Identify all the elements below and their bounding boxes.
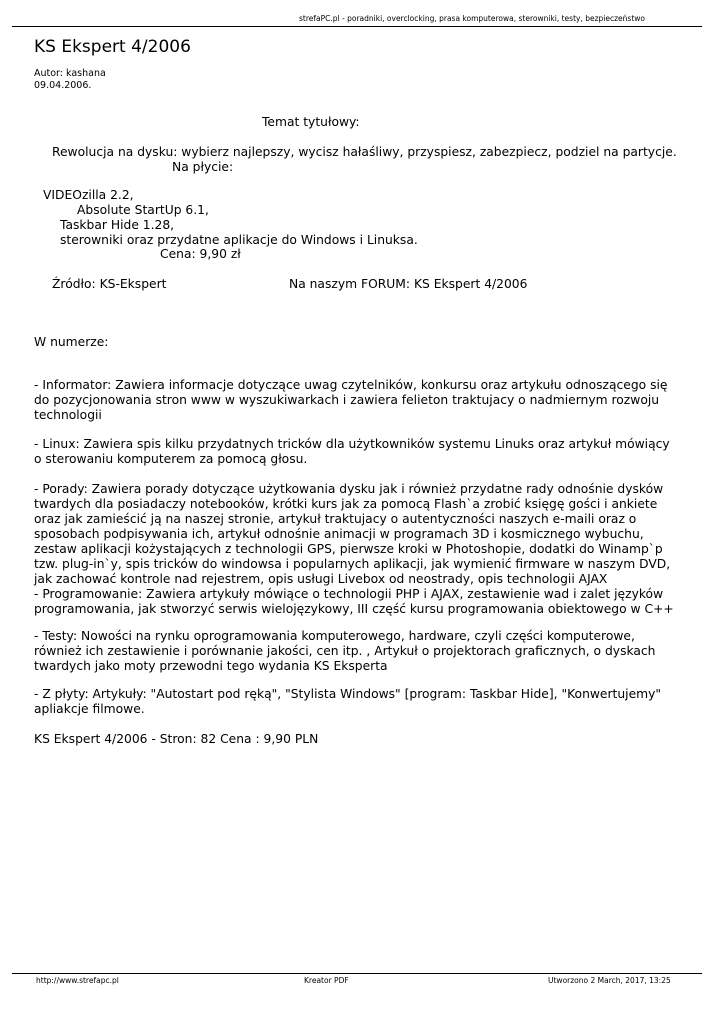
cd-heading: Na płycie: — [172, 160, 234, 174]
text-line: - Linux: Zawiera spis kilku przydatnych tricków dla użytkowników systemu Linuks oraz artykuł mówiący — [34, 437, 670, 451]
cd-item: Taskbar Hide 1.28, — [60, 218, 175, 232]
text-line: - Testy: Nowości na rynku oprogramowania komputerowego, hardware, czyli części komputerowe, — [34, 629, 635, 643]
text-line: twardych jako moty przewodni tego wydania KS Eksperta — [34, 659, 388, 673]
cd-item: VIDEOzilla 2.2, — [43, 188, 134, 202]
topic-line: Rewolucja na dysku: wybierz najlepszy, wycisz hałaśliwy, przyspiesz, zabezpiecz, podziel na partycje. — [52, 145, 677, 159]
text-line: tzw. plug-in`y, spis tricków do windowsa i popularnych aplikacji, jak wymienić firmware w naszym DVD, — [34, 557, 671, 571]
author-line: Autor: kashana — [34, 68, 106, 79]
text-line: oraz jak zamieścić ją na naszej stronie, artykuł traktujacy o autentyczności naszych e-maili oraz o — [34, 512, 637, 526]
section-testy — [34, 629, 694, 674]
text-line: - Informator: Zawiera informacje dotyczące uwag czytelników, konkursu oraz artykułu odnoszącego się — [34, 378, 668, 392]
contents-heading: W numerze: — [34, 335, 109, 349]
text-line: - Z płyty: Artykuły: "Autostart pod ręką", "Stylista Windows" [program: Taskbar Hide], "Konwertujemy" — [34, 687, 662, 701]
publish-date: 09.04.2006. — [34, 80, 92, 91]
section-porady — [34, 482, 694, 617]
page-title: KS Ekspert 4/2006 — [34, 37, 191, 57]
source-line: Źródło: KS-Ekspert — [52, 277, 167, 291]
text-line: - Programowanie: Zawiera artykuły mówiące o technologii PHP i AJAX, zestawienie wad i zalet języków — [34, 587, 664, 601]
section-linux — [34, 437, 694, 467]
text-line: do pozycjonowania stron www w wyszukiwarkach i zawiera felieton traktujacy o nadmiernym rozwoju — [34, 393, 660, 407]
forum-line: Na naszym FORUM: KS Ekspert 4/2006 — [289, 277, 528, 291]
text-line: - Porady: Zawiera porady dotyczące użytkowania dysku jak i również przydatne rady odnośnie dysków — [34, 482, 664, 496]
text-line: również ich zestawienie i porównanie jakości, cen itp. , Artykuł o projektorach graficznych, o dyskach — [34, 644, 656, 658]
text-line: twardych dla posiadaczy notebooków, krótki kurs jak za pomocą Flash`a zrobić księgę gości i ankiete — [34, 497, 658, 511]
text-line: jak zachować kontrole nad rejestrem, opis usługi Livebox od neostrady, opis technologii AJAX — [34, 572, 608, 586]
footer-generator: Kreator PDF — [304, 976, 349, 985]
issue-summary: KS Ekspert 4/2006 - Stron: 82 Cena : 9,90 PLN — [34, 732, 319, 746]
text-line: o sterowaniu komputerem za pomocą głosu. — [34, 452, 308, 466]
section-z-plyty — [34, 687, 694, 717]
text-line: sposobach podpisywania ich, artykuł odnośnie animacji w programach 3D i kosmicznego wybuchu, — [34, 527, 644, 541]
text-line: technologii — [34, 408, 102, 422]
section-informator — [34, 378, 694, 423]
cd-item: sterowniki oraz przydatne aplikacje do Windows i Linuksa. — [60, 233, 418, 247]
text-line: apliakcje filmowe. — [34, 702, 145, 716]
price-line: Cena: 9,90 zł — [160, 247, 241, 261]
footer-divider — [12, 973, 702, 974]
cd-item: Absolute StartUp 6.1, — [77, 203, 209, 217]
topic-heading: Temat tytułowy: — [262, 115, 360, 129]
text-line: zestaw aplikacji kożystających z technologii GPS, pierwsze kroki w Photoshopie, dodatki do Winamp`p — [34, 542, 663, 556]
footer-created: Utworzono 2 March, 2017, 13:25 — [548, 976, 671, 985]
text-line: programowania, jak stworzyć serwis wielojęzykowy, III część kursu programowania obiektowego w C++ — [34, 602, 674, 616]
footer-url[interactable]: http://www.strefapc.pl — [36, 976, 119, 985]
header-divider — [12, 26, 702, 27]
site-header-line: strefaPC.pl - poradniki, overclocking, prasa komputerowa, sterowniki, testy, bezpieczeństwo — [299, 14, 645, 23]
